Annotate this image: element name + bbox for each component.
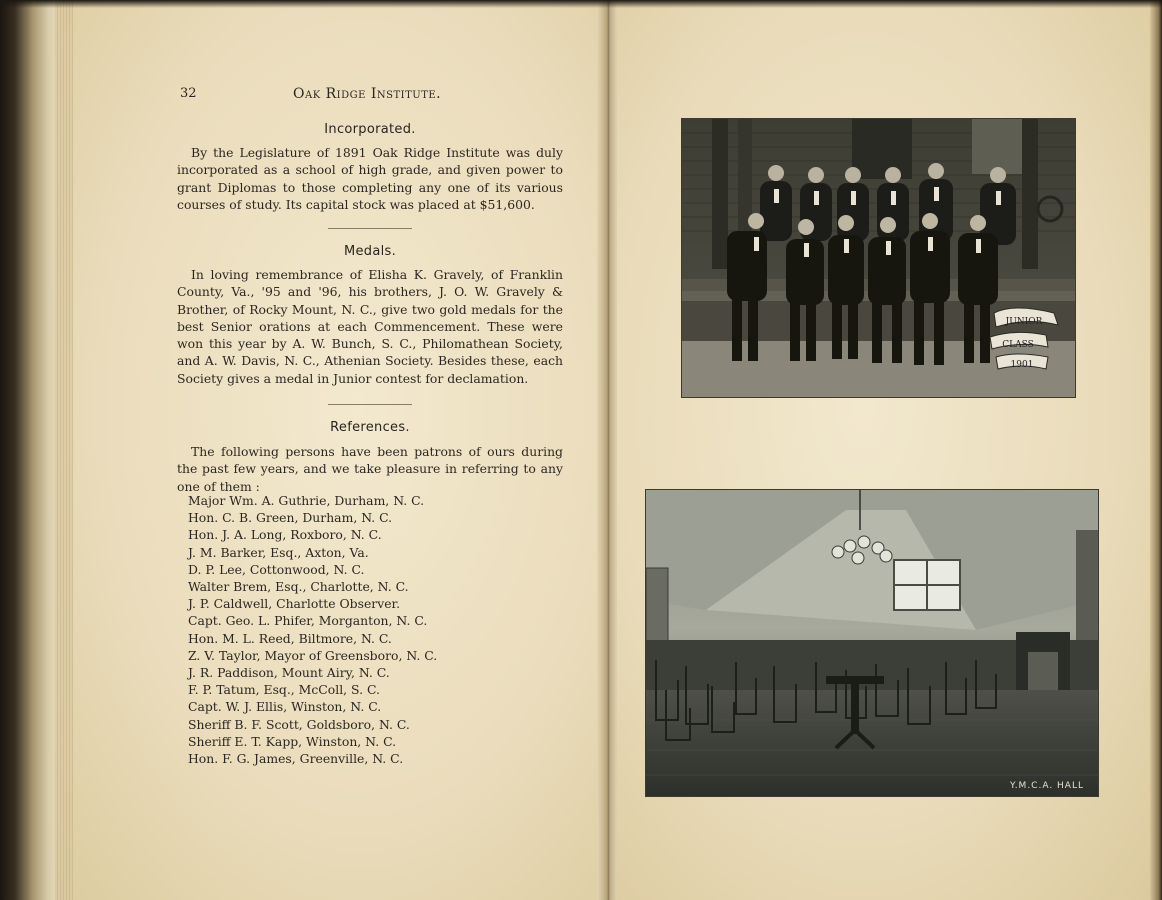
page-edges bbox=[55, 0, 73, 900]
reference-item: J. R. Paddison, Mount Airy, N. C. bbox=[188, 665, 390, 681]
reference-item: J. M. Barker, Esq., Axton, Va. bbox=[188, 544, 369, 560]
divider-rule bbox=[328, 228, 412, 229]
running-head-title: Oak Ridge Institute. bbox=[293, 86, 442, 102]
references-heading: References. bbox=[330, 420, 410, 435]
reference-item: F. P. Tatum, Esq., McColl, S. C. bbox=[188, 682, 380, 698]
junior-class-photo-drawing bbox=[682, 119, 1075, 397]
reference-item: Capt. W. J. Ellis, Winston, N. C. bbox=[188, 699, 382, 715]
divider-rule bbox=[328, 404, 412, 405]
reference-item: D. P. Lee, Cottonwood, N. C. bbox=[188, 561, 365, 577]
junior-class-photo bbox=[681, 118, 1076, 398]
reference-item: Sheriff E. T. Kapp, Winston, N. C. bbox=[188, 733, 397, 749]
banner-word-class: CLASS bbox=[1002, 340, 1034, 350]
ymca-hall-photo-drawing bbox=[646, 490, 1098, 796]
incorporated-paragraph bbox=[177, 144, 563, 213]
running-header bbox=[180, 86, 560, 106]
page-number: 32 bbox=[180, 86, 197, 101]
ymca-hall-photo bbox=[645, 489, 1099, 797]
right-page-edge bbox=[1150, 0, 1162, 900]
reference-item: Sheriff B. F. Scott, Goldsboro, N. C. bbox=[188, 716, 410, 732]
references-list bbox=[188, 492, 518, 767]
incorporated-heading: Incorporated. bbox=[324, 122, 416, 137]
reference-item: Hon. F. G. James, Greenville, N. C. bbox=[188, 751, 404, 767]
reference-item: Hon. C. B. Green, Durham, N. C. bbox=[188, 510, 393, 526]
medals-text: In loving remembrance of Elisha K. Gravely, of Franklin County, Va., '95 and '96, his brothers, J. O. W. Gravely & Brother, of Rocky Mount, N. C., give two gold medals for the best Senior orations at each Commencement. These were won this year by A. W. Bunch, S. C., Philomathean Society, and A. W. Davis, N. C., Athenian Society. Besides these, each Society gives a medal in Junior contest for declamation. bbox=[177, 267, 563, 386]
top-shadow bbox=[0, 0, 1162, 8]
reference-item: Capt. Geo. L. Phifer, Morganton, N. C. bbox=[188, 613, 428, 629]
reference-item: Hon. M. L. Reed, Biltmore, N. C. bbox=[188, 630, 392, 646]
reference-item: Z. V. Taylor, Mayor of Greensboro, N. C. bbox=[188, 647, 438, 663]
gutter bbox=[597, 0, 619, 900]
references-intro bbox=[177, 443, 563, 495]
reference-item: Major Wm. A. Guthrie, Durham, N. C. bbox=[188, 493, 425, 508]
book-spine bbox=[0, 0, 60, 900]
reference-item: J. P. Caldwell, Charlotte Observer. bbox=[188, 596, 401, 612]
reference-item: Walter Brem, Esq., Charlotte, N. C. bbox=[188, 579, 409, 595]
ymca-hall-caption: Y.M.C.A. HALL bbox=[1010, 781, 1084, 791]
medals-heading: Medals. bbox=[343, 244, 397, 259]
references-intro-text: The following persons have been patrons of ours during the past few years, and we take pleasure in referring to any one of them : bbox=[177, 444, 563, 494]
banner-word-year: 1901 bbox=[1010, 360, 1034, 370]
medals-paragraph bbox=[177, 266, 563, 387]
reference-item: Hon. J. A. Long, Roxboro, N. C. bbox=[188, 527, 382, 543]
incorporated-text: By the Legislature of 1891 Oak Ridge Institute was duly incorporated as a school of high grade, and given power to grant Diplomas to those completing any one of its various courses of study. Its capital stock was placed at $51,600. bbox=[177, 145, 563, 212]
banner-word-junior: JUNIOR bbox=[1005, 317, 1043, 327]
